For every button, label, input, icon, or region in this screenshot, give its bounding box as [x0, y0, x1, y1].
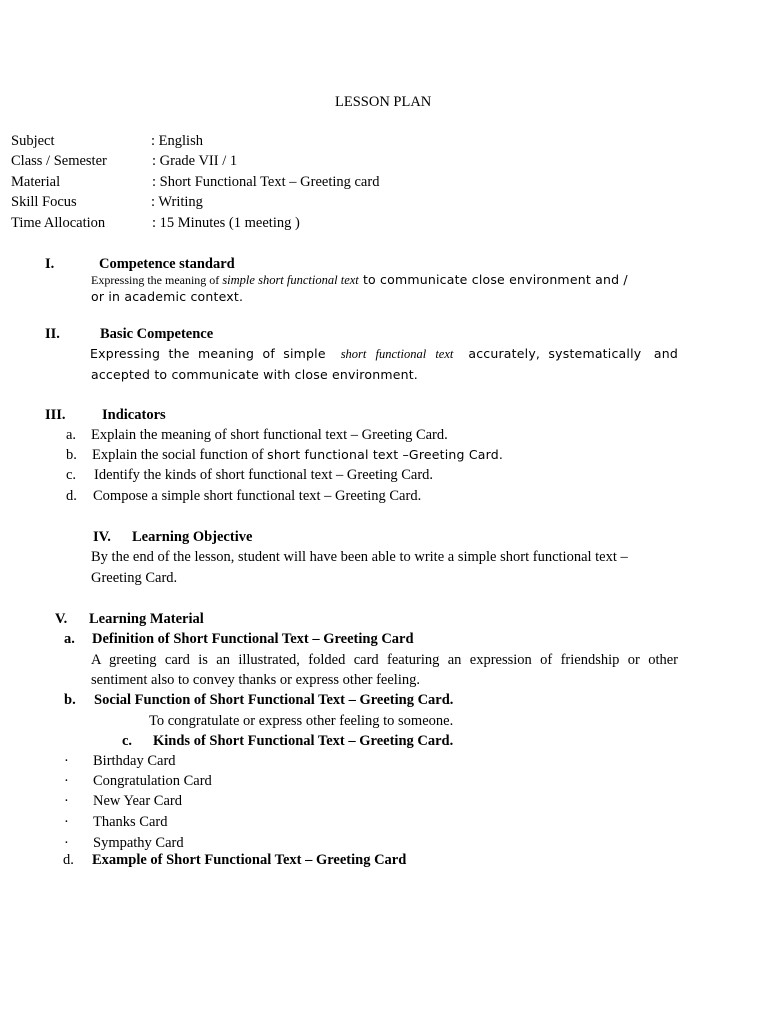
list-marker: d.	[66, 488, 77, 504]
section-text-line	[90, 345, 678, 363]
info-label-class: Class / Semester	[11, 153, 107, 169]
section-number: II.	[45, 326, 60, 342]
section-number: IV.	[93, 529, 111, 545]
bullet: ·	[64, 814, 69, 830]
info-label-subject: Subject	[11, 133, 55, 149]
list-item: Sympathy Card	[93, 835, 184, 851]
text-run-sans: Expressing the meaning of simple	[90, 346, 326, 361]
info-value-material: : Short Functional Text – Greeting card	[152, 174, 380, 190]
list-marker: a.	[66, 427, 77, 443]
list-item: New Year Card	[93, 793, 182, 809]
section-heading: Competence standard	[99, 256, 235, 272]
list-item: Explain the meaning of short functional text – Greeting Card.	[91, 427, 448, 443]
paragraph-line	[91, 651, 678, 669]
justified-text: A greeting card is an illustrated, folded card featuring an expression of friendship or other	[91, 652, 678, 668]
section-text-line: Greeting Card.	[91, 570, 178, 586]
info-value-time: : 15 Minutes (1 meeting )	[152, 215, 300, 231]
list-item: Congratulation Card	[93, 773, 212, 789]
subsection-heading: Social Function of Short Functional Text – Greeting Card.	[94, 692, 454, 708]
list-item: Compose a simple short functional text – Greeting Card.	[93, 488, 422, 504]
section-heading: Basic Competence	[100, 326, 214, 342]
info-value-skill: : Writing	[151, 194, 203, 210]
text-run-sans: to communicate close environment and /	[358, 272, 628, 287]
subsection-heading: Definition of Short Functional Text – Greeting Card	[92, 631, 414, 647]
text-run-sans: accurately, systematically and	[468, 346, 678, 361]
paragraph-line: sentiment also to convey thanks or express other feeling.	[91, 672, 420, 688]
bullet: ·	[64, 773, 69, 789]
list-marker: b.	[66, 447, 77, 463]
info-label-skill: Skill Focus	[11, 194, 77, 210]
section-text-line: accepted to communicate with close environment.	[91, 367, 418, 382]
list-item: Thanks Card	[93, 814, 168, 830]
section-text-line: By the end of the lesson, student will have been able to write a simple short functional text –	[91, 549, 628, 565]
paragraph-line: To congratulate or express other feeling to someone.	[149, 713, 454, 729]
subsection-marker: a.	[64, 631, 75, 647]
list-marker: c.	[66, 467, 77, 483]
text-run: Explain the social function of	[92, 447, 268, 463]
info-label-time: Time Allocation	[11, 215, 106, 231]
subsection-heading: Example of Short Functional Text – Greeting Card	[92, 852, 407, 868]
bullet: ·	[64, 753, 69, 769]
info-value-subject: : English	[151, 133, 203, 149]
subsection-heading: Kinds of Short Functional Text – Greeting Card.	[153, 733, 454, 749]
bullet: ·	[64, 793, 69, 809]
text-run-italic: simple short functional text	[222, 273, 359, 287]
section-heading: Learning Material	[89, 611, 204, 627]
text-run: Expressing the meaning of	[91, 273, 223, 287]
subsection-marker: c.	[122, 733, 133, 749]
text-run-italic: short functional text	[340, 347, 454, 361]
info-label-material: Material	[11, 174, 61, 190]
section-text-line: or in academic context.	[91, 289, 244, 304]
info-value-class: : Grade VII / 1	[152, 153, 238, 169]
subsection-marker: d.	[63, 852, 74, 868]
bullet: ·	[64, 835, 69, 851]
list-item	[92, 446, 503, 464]
section-heading: Indicators	[102, 407, 166, 423]
section-heading: Learning Objective	[132, 529, 253, 545]
section-number: I.	[45, 256, 55, 272]
text-run-sans: short functional text –Greeting Card.	[267, 447, 504, 462]
list-item: Birthday Card	[93, 753, 176, 769]
section-number: V.	[55, 611, 68, 627]
subsection-marker: b.	[64, 692, 76, 708]
page-title: LESSON PLAN	[335, 94, 432, 110]
list-item: Identify the kinds of short functional text – Greeting Card.	[94, 467, 434, 483]
section-text-line	[91, 271, 681, 289]
section-number: III.	[45, 407, 66, 423]
